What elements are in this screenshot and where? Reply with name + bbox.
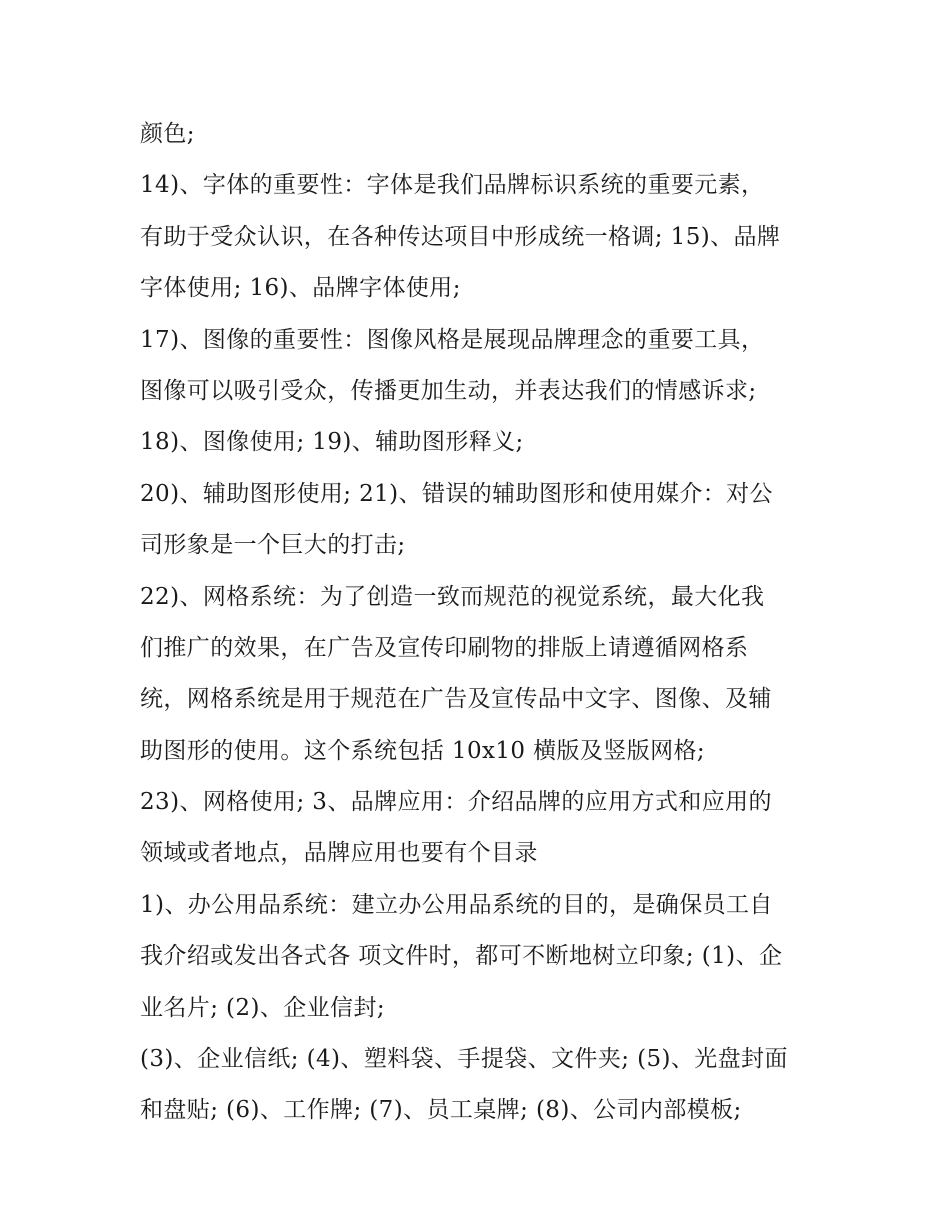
text-line: 领域或者地点，品牌应用也要有个目录 [140,840,538,867]
text-line: 17)、图像的重要性：图像风格是展现品牌理念的重要工具， [140,326,765,353]
text-line: 有助于受众认识，在各种传达项目中形成统一格调; 15)、品牌 [140,223,781,250]
text-line: 我介绍或发出各式各 项文件时，都可不断地树立印象; (1)、企 [140,943,783,970]
text-line: 统，网格系统是用于规范在广告及宣传品中文字、图像、及辅 [140,686,772,713]
text-line: 司形象是一个巨大的打击; [140,532,406,559]
text-line: 字体使用; 16)、品牌字体使用; [140,275,461,302]
document-body [140,109,820,1137]
text-line: 助图形的使用。这个系统包括 10x10 横版及竖版网格; [140,737,706,764]
text-line: 18)、图像使用; 19)、辅助图形释义; [140,429,524,456]
text-line: 20)、辅助图形使用; 21)、错误的辅助图形和使用媒介：对公 [140,480,773,507]
text-line: 22)、网格系统：为了创造一致而规范的视觉系统，最大化我 [140,583,765,610]
text-line: (3)、企业信纸; (4)、塑料袋、手提袋、文件夹; (5)、光盘封面 [140,1046,788,1073]
text-line: 14)、字体的重要性：字体是我们品牌标识系统的重要元素， [140,172,765,199]
text-line: 业名片; (2)、企业信封; [140,994,385,1021]
text-line: 23)、网格使用; 3、品牌应用：介绍品牌的应用方式和应用的 [140,789,772,816]
text-line: 们推广的效果，在广告及宣传印刷物的排版上请遵循网格系 [140,634,749,661]
text-line: 1)、办公用品系统：建立办公用品系统的目的，是确保员工自 [140,891,773,918]
text-line: 颜色; [140,121,195,147]
text-line: 图像可以吸引受众，传播更加生动，并表达我们的情感诉求; [140,377,757,404]
text-line: 和盘贴; (6)、工作牌; (7)、员工桌牌; (8)、公司内部模板; [140,1097,742,1124]
